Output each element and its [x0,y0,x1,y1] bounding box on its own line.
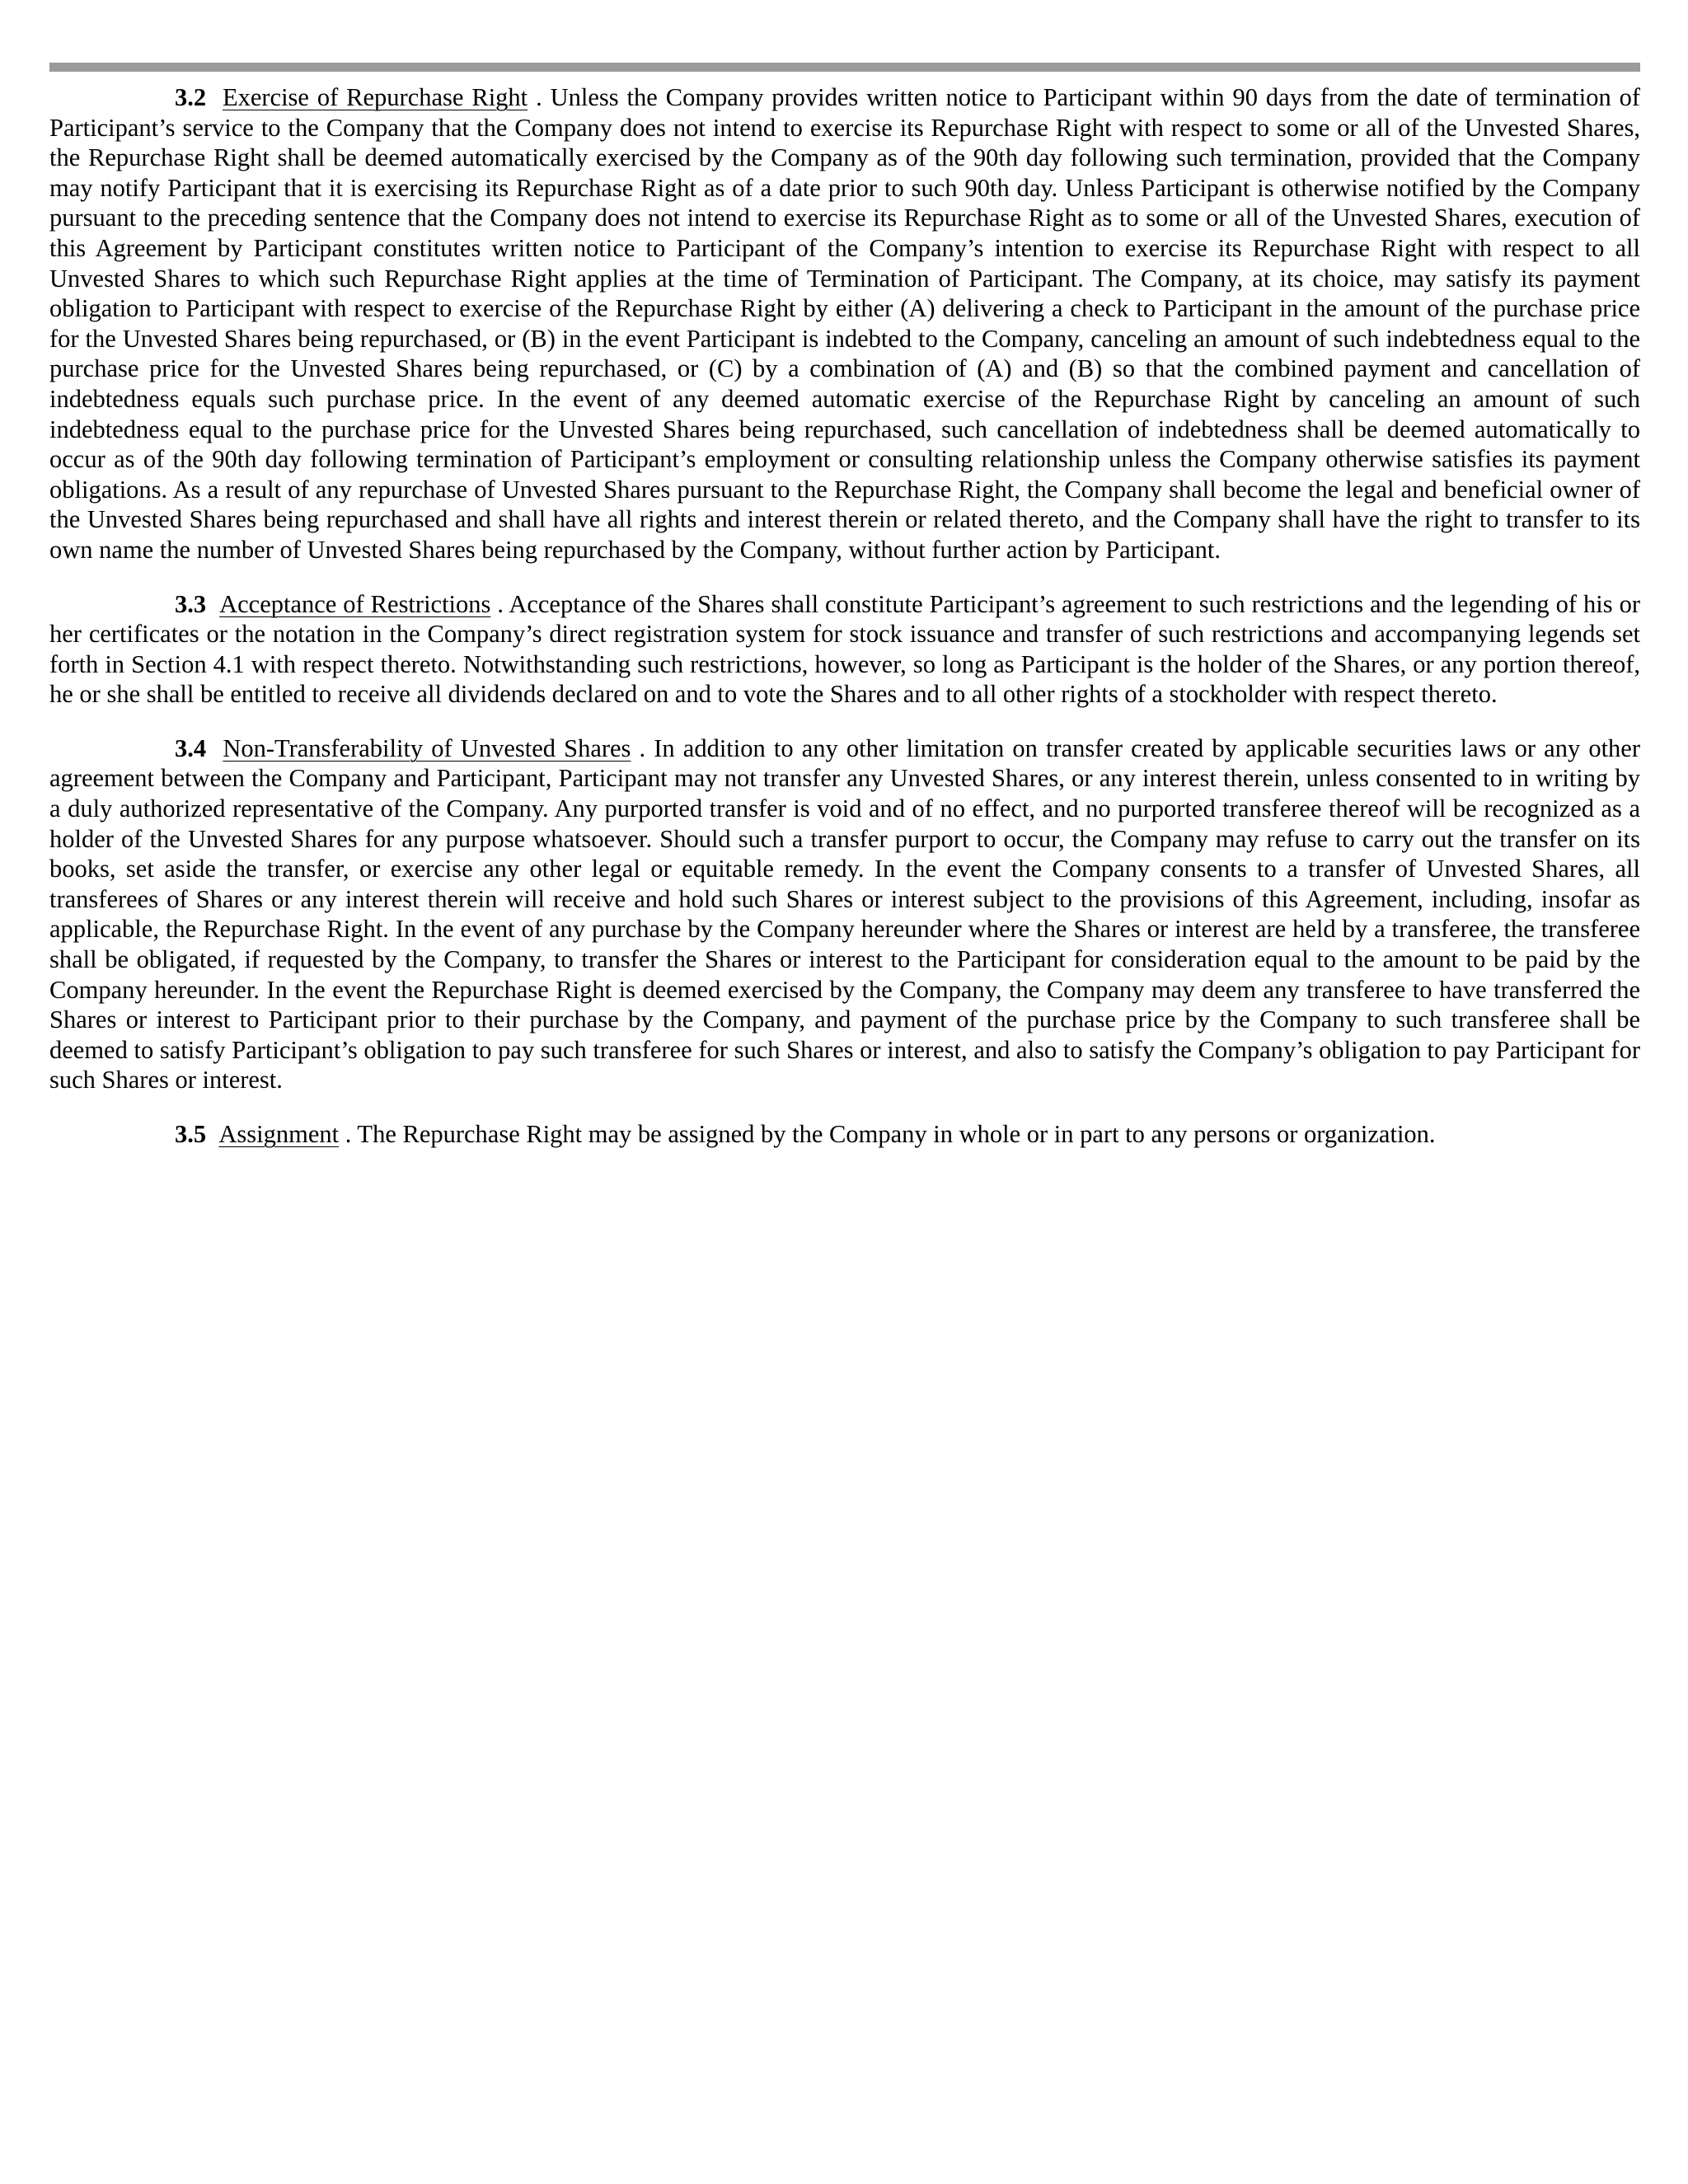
section-number: 3.2 [175,83,207,111]
document-content [49,82,1640,1174]
page-top-rule [49,63,1640,72]
section-number: 3.5 [175,1120,207,1148]
section-3-4 [49,733,1640,1095]
section-body: . Unless the Company provides written notice to Participant within 90 days from the date of termination of Participant’s service to the Company that the Company does not intend to exercise its Repurchase Right with respect to some or all of the Unvested Shares, the Repurchase Right shall be deemed automatically exercised by the Company as of the 90th day following such termination, provided that the Company may notify Participant that it is exercising its Repurchase Right as of a date prior to such 90th day. Unless Participant is otherwise notified by the Company pursuant to the preceding sentence that the Company does not intend to exercise its Repurchase Right as to some or all of the Unvested Shares, execution of this Agreement by Participant constitutes written notice to Participant of the Company’s intention to exercise its Repurchase Right with respect to all Unvested Shares to which such Repurchase Right applies at the time of Termination of Participant. The Company, at its choice, may satisfy its payment obligation to Participant with respect to exercise of the Repurchase Right by either (A) delivering a check to Participant in the amount of the purchase price for the Unvested Shares being repurchased, or (B) in the event Participant is indebted to the Company, canceling an amount of such indebtedness equal to the purchase price for the Unvested Shares being repurchased, or (C) by a combination of (A) and (B) so that the combined payment and cancellation of indebtedness equals such purchase price. In the event of any deemed automatic exercise of the Repurchase Right by canceling an amount of such indebtedness equal to the purchase price for the Unvested Shares being repurchased, such cancellation of indebtedness shall be deemed automatically to occur as of the 90th day following termination of Participant’s employment or consulting relationship unless the Company otherwise satisfies its payment obligations. As a result of any repurchase of Unvested Shares pursuant to the Repurchase Right, the Company shall become the legal and beneficial owner of the Unvested Shares being repurchased and shall have all rights and interest therein or related thereto, and the Company shall have the right to transfer to its own name the number of Unvested Shares being repurchased by the Company, without further action by Participant. [49,83,1641,564]
section-body: . Acceptance of the Shares shall constitute Participant’s agreement to such restrictions and the legending of his or her certificates or the notation in the Company’s direct registration system for stock issuance and transfer of such restrictions and accompanying legends set forth in Section 4.1 with respect thereto. Notwithstanding such restrictions, however, so long as Participant is the holder of the Shares, or any portion thereof, he or she shall be entitled to receive all dividends declared on and to vote the Shares and to all other rights of a stockholder with respect thereto. [49,589,1641,709]
section-heading: Exercise of Repurchase Right [222,83,528,111]
section-3-3 [49,589,1640,710]
section-number: 3.4 [175,733,207,762]
section-heading: Assignment [218,1120,340,1148]
section-3-2 [49,82,1640,565]
section-heading: Non-Transferability of Unvested Shares [223,733,631,762]
section-heading: Acceptance of Restrictions [219,589,491,618]
section-3-5 [49,1119,1640,1150]
section-number: 3.3 [175,589,207,618]
section-body: . The Repurchase Right may be assigned by the Company in whole or in part to any persons or organization. [345,1120,1436,1148]
section-body: . In addition to any other limitation on transfer created by applicable securities laws or any other agreement between the Company and Participant, Participant may not transfer any Unvested Shares, or any interest therein, unless consented to in writing by a duly authorized representative of the Company. Any purported transfer is void and of no effect, and no purported transferee thereof will be recognized as a holder of the Unvested Shares for any purpose whatsoever. Should such a transfer purport to occur, the Company may refuse to carry out the transfer on its books, set aside the transfer, or exercise any other legal or equitable remedy. In the event the Company consents to a transfer of Unvested Shares, all transferees of Shares or any interest therein will receive and hold such Shares or interest subject to the provisions of this Agreement, including, insofar as applicable, the Repurchase Right. In the event of any purchase by the Company hereunder where the Shares or interest are held by a transferee, the transferee shall be obligated, if requested by the Company, to transfer the Shares or interest to the Participant for consideration equal to the amount to be paid by the Company hereunder. In the event the Repurchase Right is deemed exercised by the Company, the Company may deem any transferee to have transferred the Shares or interest to Participant prior to their purchase by the Company, and payment of the purchase price by the Company to such transferee shall be deemed to satisfy Participant’s obligation to pay such transferee for such Shares or interest, and also to satisfy the Company’s obligation to pay Participant for such Shares or interest. [49,733,1640,1094]
